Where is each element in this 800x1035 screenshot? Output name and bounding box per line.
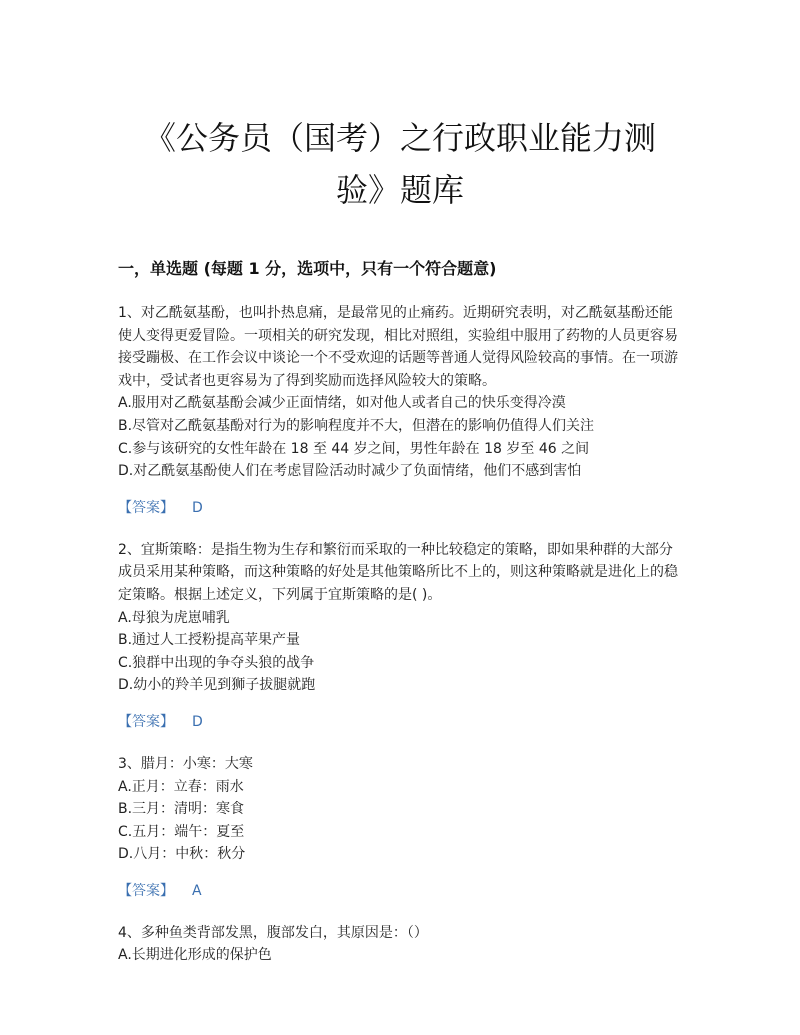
question-stem: 4、多种鱼类背部发黑，腹部发白，其原因是：（） — [118, 924, 428, 941]
answer-value: A — [192, 882, 202, 899]
option-b: B.三月：清明：寒食 — [118, 801, 245, 818]
option-d: D.八月：中秋：秋分 — [118, 846, 246, 863]
option-d: D.对乙酰氨基酚使人们在考虑冒险活动时减少了负面情绪，他们不感到害怕 — [118, 463, 582, 480]
question-1 — [118, 302, 682, 483]
answer-3 — [118, 880, 682, 902]
question-4 — [118, 922, 682, 967]
option-b: B.尽管对乙酰氨基酚对行为的影响程度并不大，但潜在的影响仍值得人们关注 — [118, 417, 595, 434]
title-line-1: 《公务员（国考）之行政职业能力测 — [143, 119, 656, 157]
answer-label: 【答案】 — [118, 713, 174, 730]
option-c: C.狼群中出现的争夺头狼的战争 — [118, 654, 315, 671]
answer-2 — [118, 711, 682, 733]
option-a: A.长期进化形成的保护色 — [118, 947, 272, 964]
answer-1 — [118, 497, 682, 519]
question-2 — [118, 539, 682, 697]
question-3 — [118, 753, 682, 866]
section-heading: 一，单选题 (每题 1 分，选项中，只有一个符合题意) — [118, 259, 497, 278]
document-title — [118, 0, 682, 216]
option-a: A.母狼为虎崽哺乳 — [118, 609, 230, 626]
option-a: A.服用对乙酰氨基酚会减少正面情绪，如对他人或者自己的快乐变得冷漠 — [118, 395, 566, 412]
question-stem: 2、宜斯策略：是指生物为生存和繁衍而采取的一种比较稳定的策略，即如果种群的大部分成员采用某种策略，而这种策略的好处是其他策略所比不上的，则这种策略就是进化上的稳定策略。根据上述定义，下列属于宜斯策略的是( )。 — [118, 541, 678, 603]
option-c: C.五月：端午：夏至 — [118, 823, 245, 840]
option-d: D.幼小的羚羊见到狮子拔腿就跑 — [118, 677, 316, 694]
answer-label: 【答案】 — [118, 499, 174, 516]
question-stem: 3、腊月：小寒：大寒 — [118, 755, 253, 772]
option-c: C.参与该研究的女性年龄在 18 至 44 岁之间，男性年龄在 18 岁至 46 之间 — [118, 440, 590, 457]
answer-label: 【答案】 — [118, 882, 174, 899]
answer-value: D — [192, 713, 203, 730]
title-line-2: 验》题库 — [335, 171, 464, 209]
option-b: B.通过人工授粉提高苹果产量 — [118, 632, 301, 649]
answer-value: D — [192, 499, 203, 516]
option-a: A.正月：立春：雨水 — [118, 778, 244, 795]
question-stem: 1、对乙酰氨基酚，也叫扑热息痛，是最常见的止痛药。近期研究表明，对乙酰氨基酚还能使人变得更爱冒险。一项相关的研究发现，相比对照组，实验组中服用了药物的人员更容易接受蹦极、在工作会议中谈论一个不受欢迎的话题等普通人觉得风险较高的事情。在一项游戏中，受试者也更容易为了得到奖励而选择风险较大的策略。 — [118, 305, 678, 389]
